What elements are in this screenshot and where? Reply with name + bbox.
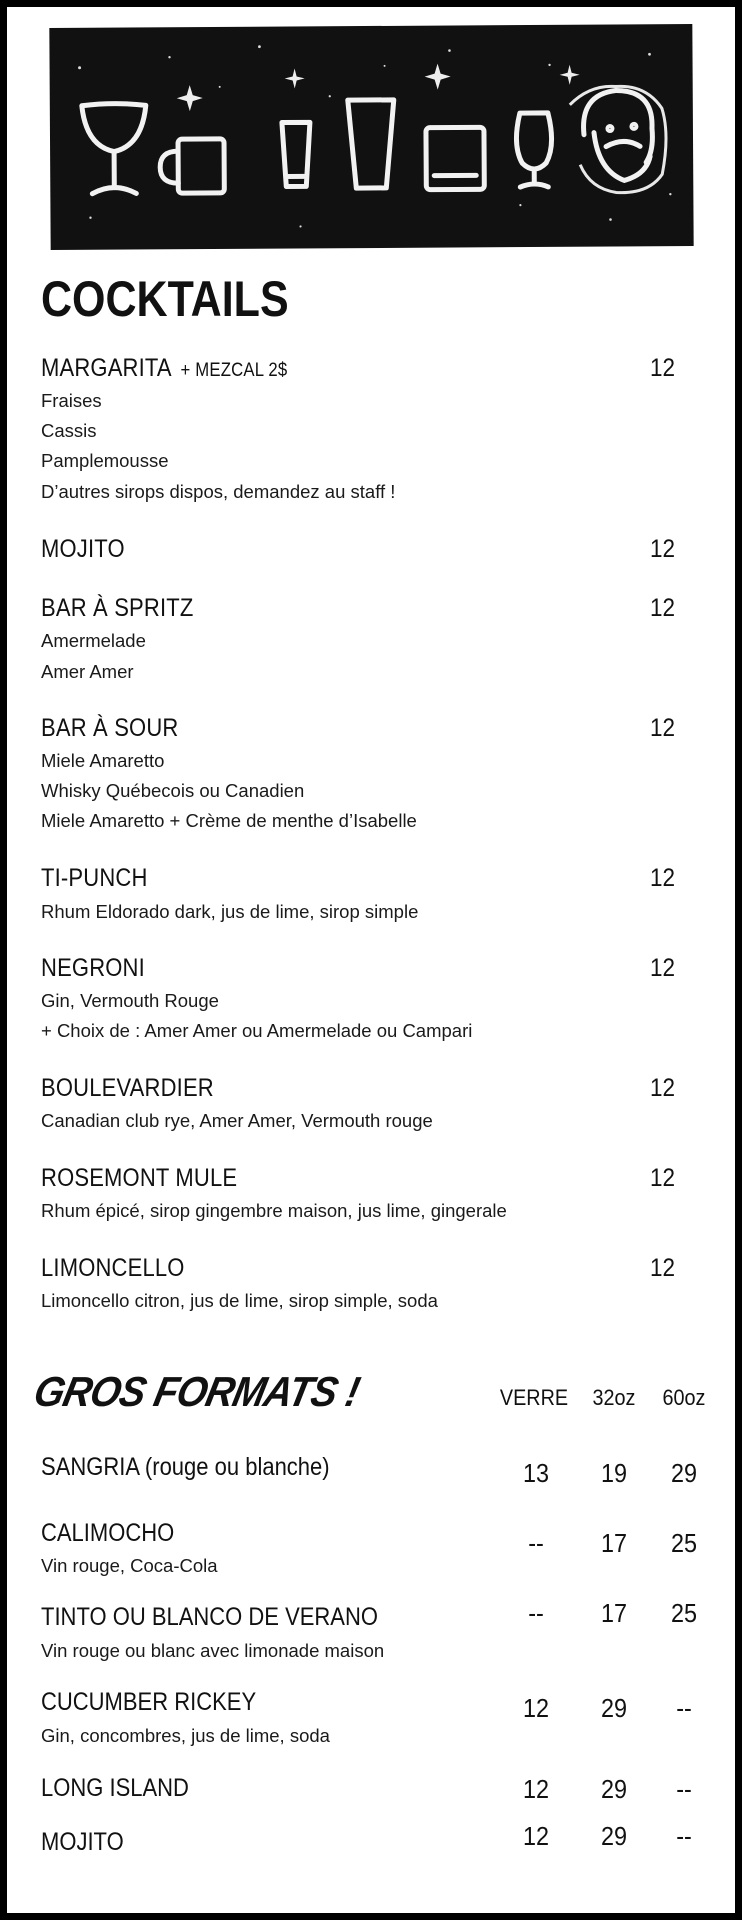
- cocktail-name: NEGRONI: [41, 954, 145, 982]
- cocktail-name: [41, 354, 287, 383]
- format-price-32oz: 29: [600, 1821, 628, 1851]
- format-price-32oz: 19: [600, 1458, 628, 1488]
- mug-icon: [160, 139, 224, 193]
- sparkle-icon: [177, 63, 580, 111]
- format-name: TINTO OU BLANCO DE VERANO: [41, 1603, 378, 1631]
- cocktail-name: TI-PUNCH: [41, 864, 148, 892]
- coupe-glass-icon: [82, 103, 147, 193]
- format-price-60oz: --: [676, 1821, 692, 1851]
- cocktail-desc-line: Gin, Vermouth Rouge: [41, 990, 219, 1011]
- cocktail-price: 12: [650, 1254, 676, 1282]
- cocktail-price: 12: [650, 954, 676, 982]
- cocktail-name-text: MARGARITA: [41, 354, 172, 382]
- column-header-32oz: 32oz: [592, 1385, 636, 1410]
- cocktail-desc-line: Cassis: [41, 420, 97, 441]
- format-price-60oz: 25: [670, 1528, 698, 1558]
- format-name: SANGRIA (rouge ou blanche): [41, 1453, 330, 1481]
- header-banner: [49, 24, 693, 250]
- pint-glass-icon: [348, 100, 395, 188]
- format-price-verre: --: [528, 1528, 544, 1558]
- format-name: CALIMOCHO: [41, 1519, 175, 1547]
- format-price-verre: 13: [522, 1458, 550, 1488]
- banner-illustration: [49, 24, 693, 250]
- cocktail-desc-line: Limoncello citron, jus de lime, sirop simple, soda: [41, 1290, 438, 1311]
- cocktail-desc-line: Whisky Québecois ou Canadien: [41, 780, 305, 801]
- cocktail-name: BOULEVARDIER: [41, 1074, 214, 1102]
- cocktail-name: ROSEMONT MULE: [41, 1164, 238, 1192]
- cocktail-name: MOJITO: [41, 535, 125, 563]
- cocktail-price: 12: [650, 1164, 676, 1192]
- cocktail-price: 12: [650, 354, 676, 382]
- cocktail-desc-line: Amer Amer: [41, 661, 134, 682]
- cocktail-price: 12: [650, 535, 676, 563]
- bearded-man-icon: [583, 90, 652, 180]
- format-name: MOJITO: [41, 1828, 124, 1856]
- cocktail-price: 12: [650, 714, 676, 742]
- cocktail-name: LIMONCELLO: [41, 1254, 185, 1282]
- format-name: CUCUMBER RICKEY: [41, 1688, 257, 1716]
- cocktail-desc-line: Miele Amaretto: [41, 750, 165, 771]
- format-price-32oz: 29: [600, 1693, 628, 1723]
- section-title-cocktails: COCKTAILS: [41, 271, 289, 327]
- shot-glass-icon: [282, 122, 310, 186]
- cocktail-desc-line: Fraises: [41, 390, 102, 411]
- cocktail-desc-line: Pamplemousse: [41, 450, 169, 471]
- snifter-glass-icon: [516, 113, 552, 187]
- cocktail-desc-line: + Choix de : Amer Amer ou Amermelade ou Campari: [41, 1020, 473, 1041]
- cocktail-desc-line: Amermelade: [41, 630, 146, 651]
- format-price-60oz: 29: [670, 1458, 698, 1488]
- addon-label: + MEZCAL 2$: [180, 360, 288, 381]
- section-title-gros-formats: GROS FORMATS !: [30, 1368, 364, 1415]
- column-header-verre: VERRE: [499, 1385, 569, 1410]
- format-price-verre: 12: [522, 1821, 550, 1851]
- format-price-32oz: 17: [600, 1528, 628, 1558]
- rocks-glass-icon: [426, 127, 484, 189]
- format-price-60oz: --: [676, 1693, 692, 1723]
- cocktail-desc-line: Miele Amaretto + Crème de menthe d’Isabelle: [41, 810, 417, 831]
- cocktail-desc-line: Canadian club rye, Amer Amer, Vermouth rouge: [41, 1110, 433, 1131]
- format-price-32oz: 17: [600, 1598, 628, 1628]
- cocktail-price: 12: [650, 1074, 676, 1102]
- cocktail-name: BAR À SPRITZ: [41, 594, 194, 622]
- format-price-verre: --: [528, 1598, 544, 1628]
- column-header-60oz: 60oz: [662, 1385, 706, 1410]
- format-desc: Vin rouge, Coca-Cola: [41, 1555, 218, 1576]
- format-price-60oz: --: [676, 1774, 692, 1804]
- cocktail-name: BAR À SOUR: [41, 714, 179, 742]
- cocktail-price: 12: [650, 594, 676, 622]
- format-name: LONG ISLAND: [41, 1774, 189, 1802]
- format-desc: Gin, concombres, jus de lime, soda: [41, 1725, 330, 1746]
- cocktail-desc-line: D’autres sirops dispos, demandez au staff !: [41, 481, 396, 502]
- format-price-60oz: 25: [670, 1598, 698, 1628]
- cocktail-desc-line: Rhum épicé, sirop gingembre maison, jus lime, gingerale: [41, 1200, 507, 1221]
- cocktail-desc-line: Rhum Eldorado dark, jus de lime, sirop simple: [41, 901, 419, 922]
- format-desc: Vin rouge ou blanc avec limonade maison: [41, 1640, 385, 1661]
- cocktail-price: 12: [650, 864, 676, 892]
- format-price-32oz: 29: [600, 1774, 628, 1804]
- format-price-verre: 12: [522, 1774, 550, 1804]
- format-price-verre: 12: [522, 1693, 550, 1723]
